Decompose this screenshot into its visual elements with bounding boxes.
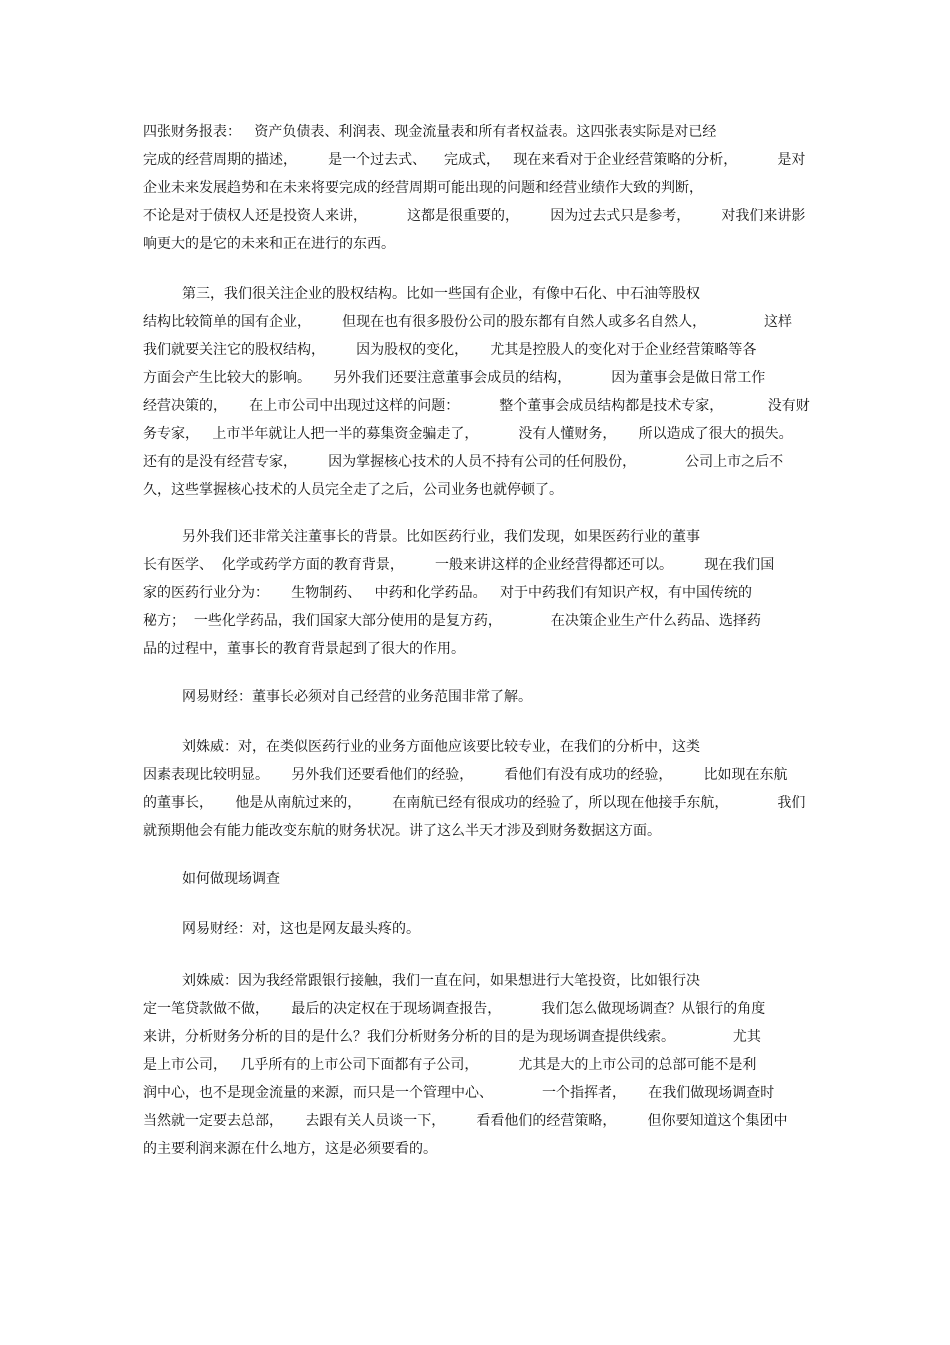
text-line: 刘姝威：对，在类似医药行业的业务方面他应该要比较专业，在我们的分析中，这类 <box>182 739 700 755</box>
text-line: 来讲，分析财务分析的目的是什么？我们分析财务分析的目的是为现场调查提供线索。 尤其 <box>143 1029 761 1045</box>
text-line: 因素表现比较明显。 另外我们还要看他们的经验， 看他们有没有成功的经验， 比如现在东航 <box>143 767 788 783</box>
text-line: 方面会产生比较大的影响。 另外我们还要注意董事会成员的结构， 因为董事会是做日常工作 <box>143 370 766 386</box>
text-line: 响更大的是它的未来和正在进行的东西。 <box>143 236 395 252</box>
text-line: 就预期他会有能力能改变东航的财务状况。讲了这么半天才涉及到财务数据这方面。 <box>143 823 661 839</box>
section-heading: 如何做现场调查 <box>182 871 280 887</box>
text-line: 久，这些掌握核心技术的人员完全走了之后，公司业务也就停顿了。 <box>143 482 563 498</box>
text-line: 当然就一定要去总部， 去跟有关人员谈一下， 看看他们的经营策略， 但你要知道这个集团中 <box>143 1113 788 1129</box>
text-line: 刘姝威：因为我经常跟银行接触，我们一直在问，如果想进行大笔投资，比如银行决 <box>182 973 700 989</box>
text-line: 长有医学、 化学或药学方面的教育背景， 一般来讲这样的企业经营得都还可以。 现在我们国 <box>143 557 775 573</box>
text-line: 润中心，也不是现金流量的来源，而只是一个管理中心、 一个指挥者， 在我们做现场调查时 <box>143 1085 775 1101</box>
text-line: 的主要利润来源在什么地方，这是必须要看的。 <box>143 1141 437 1157</box>
text-line: 定一笔贷款做不做， 最后的决定权在于现场调查报告， 我们怎么做现场调查？从银行的角度 <box>143 1001 766 1017</box>
text-line: 网易财经：董事长必须对自己经营的业务范围非常了解。 <box>182 689 532 705</box>
text-line: 结构比较简单的国有企业， 但现在也有很多股份公司的股东都有自然人或多名自然人， 这样 <box>143 314 793 330</box>
text-line: 企业未来发展趋势和在未来将要完成的经营周期可能出现的问题和经营业绩作大致的判断， <box>143 180 703 196</box>
text-line: 是上市公司， 几乎所有的上市公司下面都有子公司， 尤其是大的上市公司的总部可能不是利 <box>143 1057 757 1073</box>
text-line: 品的过程中，董事长的教育背景起到了很大的作用。 <box>143 641 465 657</box>
text-line: 我们就要关注它的股权结构， 因为股权的变化， 尤其是控股人的变化对于企业经营策略等各 <box>143 342 757 358</box>
text-line: 经营决策的， 在上市公司中出现过这样的问题： 整个董事会成员结构都是技术专家， 没有财 <box>143 398 810 414</box>
text-line: 网易财经：对，这也是网友最头疼的。 <box>182 921 420 937</box>
text-line: 完成的经营周期的描述， 是一个过去式、 完成式， 现在来看对于企业经营策略的分析， 是对 <box>143 152 806 168</box>
text-line: 四张财务报表： 资产负债表、利润表、现金流量表和所有者权益表。这四张表实际是对已经 <box>143 124 717 140</box>
text-line: 家的医药行业分为： 生物制药、 中药和化学药品。 对于中药我们有知识产权，有中国传统的 <box>143 585 752 601</box>
text-line: 还有的是没有经营专家， 因为掌握核心技术的人员不持有公司的任何股份， 公司上市之后不 <box>143 454 784 470</box>
text-line: 不论是对于债权人还是投资人来讲， 这都是很重要的， 因为过去式只是参考， 对我们来讲影 <box>143 208 806 224</box>
text-line: 秘方； 一些化学药品，我们国家大部分使用的是复方药， 在决策企业生产什么药品、选择药 <box>143 613 761 629</box>
text-line: 另外我们还非常关注董事长的背景。比如医药行业，我们发现，如果医药行业的董事 <box>182 529 700 545</box>
text-line: 第三，我们很关注企业的股权结构。比如一些国有企业，有像中石化、中石油等股权 <box>182 286 700 302</box>
text-line: 的董事长， 他是从南航过来的， 在南航已经有很成功的经验了，所以现在他接手东航， 我们 <box>143 795 806 811</box>
text-line: 务专家， 上市半年就让人把一半的募集资金骗走了， 没有人懂财务， 所以造成了很大的损失。 <box>143 426 793 442</box>
